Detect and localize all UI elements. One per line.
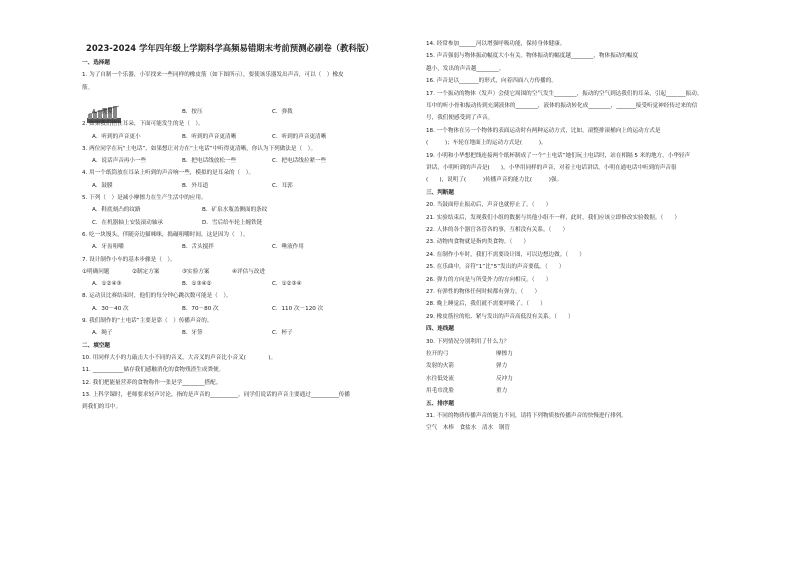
- question-line: 27. 有弹性的物体任何时候都有弹力。（ ）: [426, 289, 541, 295]
- question-line: 14. 经常参加______河以增强呼吸功能，保持身体健康。: [426, 41, 566, 47]
- match-left-item: 水往低处流: [426, 375, 454, 382]
- question-line: 11. ___________储存我们感触消化的食物残渣生成粪便。: [82, 367, 225, 374]
- question-line: 7. 设计制作小车的基本步骤是（ ）。: [82, 256, 176, 263]
- option: B．外耳道: [182, 182, 209, 189]
- question-line: 12. 我们把能量营养的食物称作一张是学________搭配。: [82, 379, 222, 386]
- match-right-item: 反冲力: [496, 375, 513, 382]
- question-line: 22. 人体的各个器官各管各的事，互相没有关系。（ ）: [426, 227, 569, 233]
- match-right-item: 摩擦力: [496, 351, 513, 357]
- question-line: 21. 实验结束后，发现我们小组的数据与其他小组不一样，此时，我们应该立即修改实验数据。（ ）: [426, 214, 681, 221]
- option: C．听到的声音更清晰: [272, 133, 327, 140]
- question-line: 31. 不同的物质传播声音的能力不同，请将下列物质按传播声音的快慢进行排列。: [426, 413, 627, 419]
- question-line: 号，我们便感受到了声音。: [426, 115, 494, 122]
- option: B．矿泉水瓶盖侧面的条纹: [202, 207, 268, 214]
- question-line: 19. 小明和小华想把线连接两个纸杯制成了一个“土电话”她们玩土电话时，站在相隔 5 米的地方，小华轻声: [426, 152, 691, 159]
- option: A．30－40 次: [92, 305, 129, 312]
- question-line: 16. 声音是以_______的形式，向着四面八方传播的。: [426, 78, 557, 85]
- option: C．唾液作用: [272, 244, 304, 251]
- step-item: ②制定方案: [132, 268, 160, 275]
- question-line: 4. 用一个纸筒放在耳朵上听到的声音响一些，模拟的是耳朵的（ ）。: [82, 170, 255, 177]
- option: A．鼓膜: [92, 182, 113, 189]
- question-line: 13. 上科学课时，老师要求轻声讨论，指的是声音的__________。同学们说话的声音主要通过__________传播: [82, 391, 350, 398]
- question-line: 2. 如果我们捂住耳朵，下面可能发生的是（ ）。: [82, 121, 204, 128]
- section-heading: 五、排序题: [426, 400, 454, 407]
- step-item: ④评估与改进: [232, 268, 265, 275]
- question-line: 26. 弹力的方向是与所受外力的方向相反。（ ）: [426, 276, 552, 283]
- question-line: 讲话，小明听到的声音是( )，小华用同样的声音，对着土电话讲话，小明在通电话中听到的声音很: [426, 165, 677, 171]
- question-line: 24. 在制作小车时，我们不需要设计图，可以边想边做。（ ）: [426, 251, 585, 258]
- question-line: 到我们的耳中。: [82, 404, 122, 411]
- option: A．牙齿咀嚼: [92, 244, 124, 251]
- option: B．按压: [182, 108, 203, 115]
- question-line: 空气 木棒 食盐水 清水 钢管: [426, 425, 510, 432]
- question-line: 18. 一个物体在另一个物体的表面运动时有两种运动方式，比如，滚整排滚桶向上的运动方式是: [426, 127, 661, 134]
- option: A．绳子: [92, 330, 113, 337]
- section-heading: 四、连线题: [426, 326, 454, 333]
- question-line: 越小，发出的声音越________。: [426, 65, 505, 72]
- question-line: 15. 声音强弱与物体振动幅度大小有关。物体振动的幅度越________，物体振动的幅度: [426, 53, 639, 60]
- question-line: 17. 一个振动的物体（发声）会使它周围的空气发生________，振动的空气到达我们的耳朵，引起_______振动。: [426, 90, 703, 97]
- option: D．雪后给车轮上缠铁链: [202, 219, 263, 226]
- question-line: 25. 在乐曲中，音符“1”比“5”发出的声音要低。（ ）: [426, 264, 565, 271]
- option: B．把电话线放松一些: [182, 158, 237, 165]
- option: B．牙签: [182, 330, 203, 337]
- question-line: 6. 吃一块馒头，伴随旁边猫咪咪，捣碾咀嚼时间，这是因为（ ）。: [82, 231, 249, 238]
- question-line: ( )，说明了( )传播声音的能力比( )强。: [426, 177, 563, 184]
- question-line: 5. 下列（ ）是减小摩擦力在生产生活中的应用。: [82, 195, 207, 201]
- match-right-item: 重力: [496, 388, 508, 395]
- option: C．①②③④: [272, 281, 302, 288]
- option: C．杯子: [272, 330, 293, 337]
- step-item: ①明确问题: [82, 268, 110, 275]
- option: B．舌头搅拌: [182, 244, 214, 251]
- option: B．①③④②: [182, 281, 212, 288]
- section-heading: 二、填空题: [82, 342, 110, 349]
- question-line: 筋。: [82, 84, 94, 91]
- question-line: 9. 我们制作的“土电话”主要是靠（ ）传播声音的。: [82, 318, 213, 324]
- option: B．听到的声音更清晰: [182, 133, 237, 140]
- option: A．抚摸: [92, 108, 113, 115]
- match-left-item: 用毛巾洗脸: [426, 388, 454, 395]
- match-left-item: 拉开的弓: [426, 351, 449, 357]
- section-heading: 三、判断题: [426, 189, 454, 196]
- question-line: 29. 橡皮筋拉的松、紧与发出的声音高低没有关系。（ ）: [426, 313, 574, 320]
- option: C．耳郭: [272, 182, 293, 189]
- option: A．鞋底刻凸的纹路: [92, 207, 141, 214]
- section-heading: 一、选择题: [82, 60, 110, 66]
- match-left-item: 发射的火箭: [426, 363, 454, 370]
- question-line: 28. 晚上睡觉后，我们就不需要呼吸了。（ ）: [426, 301, 546, 308]
- option: C．把电话线拉紧一些: [272, 158, 327, 165]
- question-line: 20. 当鼓面停止振动后，声音也就停止了。（ ）: [426, 202, 552, 209]
- option: A．①②④③: [92, 281, 122, 288]
- step-item: ③实验方案: [182, 268, 210, 275]
- option: C．弹拨: [272, 108, 293, 115]
- option: A．听到的声音更小: [92, 133, 141, 140]
- question-line: 30. 下列情况分别利用了什么力？: [426, 338, 510, 345]
- question-line: 3. 两位同学在玩“土电话”，如果想让对方在“土电话”中听得更清晰，你认为下列做法是（ ）。: [82, 145, 317, 152]
- question-line: 耳中的听小骨和振动传到充满液体的________，液体的振动转化成________，_______接受听觉神经传过来的信: [426, 103, 698, 109]
- question-line: 23. 动物肉食物就是指肉类食物。（ ）: [426, 239, 529, 246]
- question-line: 8. 运动员比赛结束时，他们的每分钟心跳次数可能是（ ）。: [82, 293, 232, 300]
- match-right-item: 弹力: [496, 363, 508, 370]
- option: C．在机器轴上安装滚动轴承: [92, 219, 164, 226]
- page-title: 2023-2024 学年四年级上学期科学高频易错期末考前预测必刷卷（教科版）: [86, 43, 374, 53]
- option: B．70－80 次: [182, 305, 219, 312]
- option: C．110 次－120 次: [272, 305, 324, 312]
- question-line: 10. 用同样大小的力敲击大小不同的音叉，大音叉的声音比小音叉( )。: [82, 354, 277, 361]
- question-line: 1. 为了自制一个乐器，小军找来一些同样的橡皮筋（如下图所示），要使该乐器发出声音，可以（ ）橡皮: [82, 72, 344, 79]
- option: A．说话声音再小一些: [92, 158, 147, 165]
- question-line: ( )；车轮在地面上的运动方式是( )。: [426, 140, 547, 147]
